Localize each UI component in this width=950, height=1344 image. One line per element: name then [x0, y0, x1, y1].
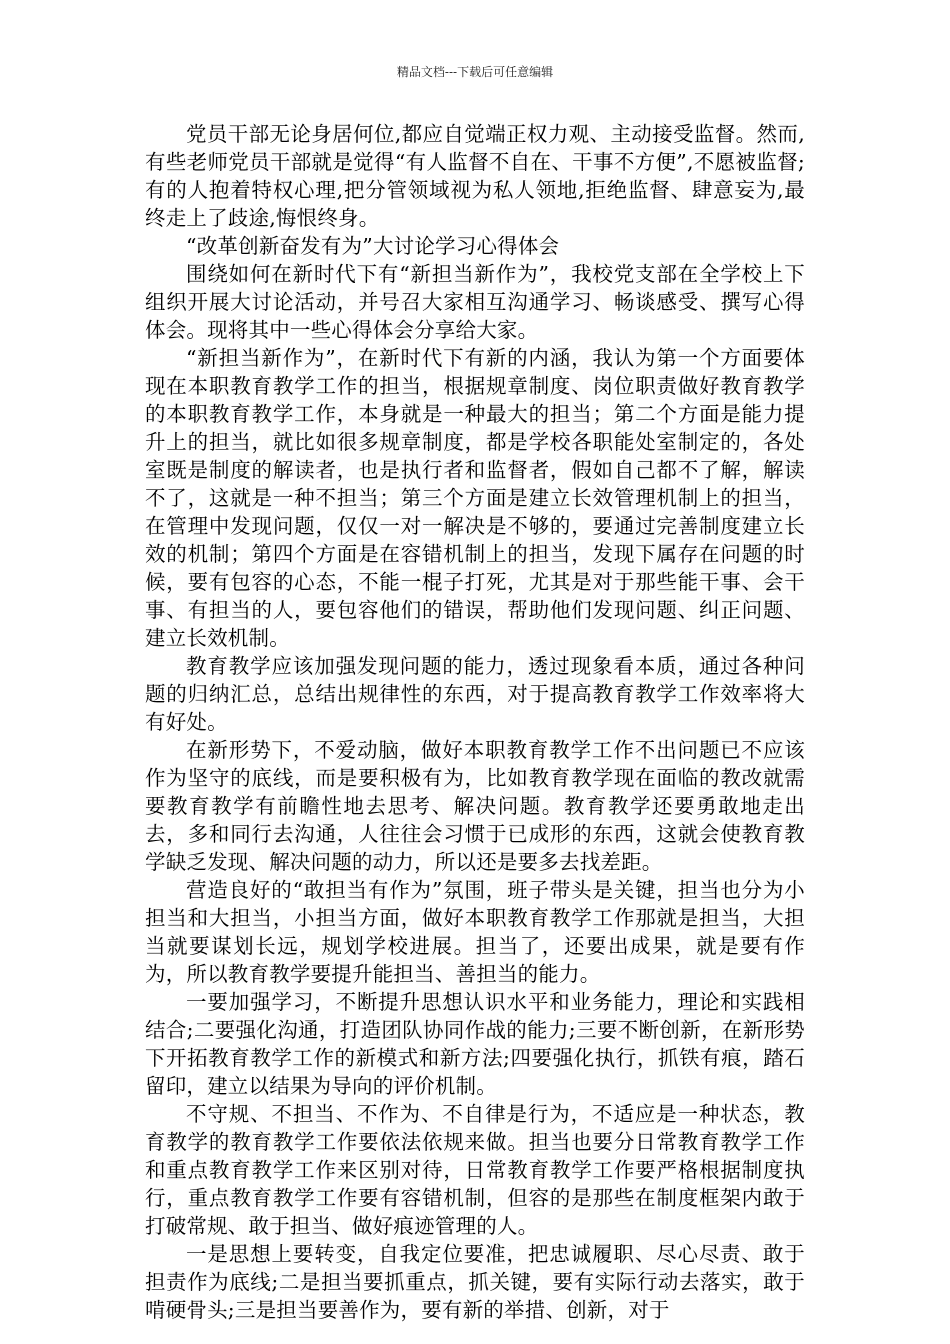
paragraph: 围绕如何在新时代下有“新担当新作为”，我校党支部在全学校上下组织开展大讨论活动，并号召大家相互沟通学习、畅谈感受、撰写心得体会。现将其中一些心得体会分享给大家。: [145, 262, 805, 342]
paragraph: “新担当新作为”，在新时代下有新的内涵，我认为第一个方面要体现在本职教育教学工作的担当，根据规章制度、岗位职责做好教育教学的本职教育教学工作，本身就是一种最大的担当；第二个方面是能力提升上的担当，就比如很多规章制度，都是学校各职能处室制定的，各处室既是制度的解读者，也是执行者和监督者，假如自己都不了解，解读不了，这就是一种不担当；第三个方面是建立长效管理机制上的担当，在管理中发现问题，仅仅一对一解决是不够的，要通过完善制度建立长效的机制；第四个方面是在容错机制上的担当，发现下属存在问题的时候，要有包容的心态，不能一棍子打死，尤其是对于那些能干事、会干事、有担当的人，要包容他们的错误，帮助他们发现问题、纠正问题、建立长效机制。: [145, 346, 805, 650]
page-header: 精品文档---下载后可任意编辑: [396, 65, 554, 79]
paragraph: 教育教学应该加强发现问题的能力，透过现象看本质，通过各种问题的归纳汇总，总结出规律性的东西，对于提高教育教学工作效率将大有好处。: [145, 654, 805, 734]
paragraph: 在新形势下，不爱动脑，做好本职教育教学工作不出问题已不应该作为坚守的底线，而是要积极有为，比如教育教学现在面临的教改就需要教育教学有前瞻性地去思考、解决问题。教育教学还要勇敢地走出去，多和同行去沟通，人往往会习惯于已成形的东西，这就会使教育教学缺乏发现、解决问题的动力，所以还是要多去找差距。: [145, 738, 805, 874]
document-body: [145, 120, 805, 1324]
paragraph: 一要加强学习，不断提升思想认识水平和业务能力，理论和实践相结合;二要强化沟通，打造团队协同作战的能力;三要不断创新，在新形势下开拓教育教学工作的新模式和新方法;四要强化执行，抓铁有痕，踏石留印，建立以结果为导向的评价机制。: [145, 990, 805, 1098]
paragraph: 不守规、不担当、不作为、不自律是行为，不适应是一种状态，教育教学的教育教学工作要依法依规来做。担当也要分日常教育教学工作和重点教育教学工作来区别对待，日常教育教学工作要严格根据制度执行，重点教育教学工作要有容错机制，但容的是那些在制度框架内敢于打破常规、敢于担当、做好痕迹管理的人。: [145, 1102, 805, 1238]
paragraph: 营造良好的“敢担当有作为”氛围，班子带头是关键，担当也分为小担当和大担当，小担当方面，做好本职教育教学工作那就是担当，大担当就要谋划长远，规划学校进展。担当了，还要出成果，就是要有作为，所以教育教学要提升能担当、善担当的能力。: [145, 878, 805, 986]
paragraph: 党员干部无论身居何位,都应自觉端正权力观、主动接受监督。然而,有些老师党员干部就是觉得“有人监督不自在、干事不方便”,不愿被监督;有的人抱着特权心理,把分管领域视为私人领地,拒绝监督、肆意妄为,最终走上了歧途,悔恨终身。: [145, 122, 805, 230]
paragraph: 一是思想上要转变，自我定位要准，把忠诚履职、尽心尽责、敢于担责作为底线;二是担当要抓重点，抓关键，要有实际行动去落实，敢于啃硬骨头;三是担当要善作为，要有新的举措、创新，对于: [145, 1242, 805, 1322]
section-title: “改革创新奋发有为”大讨论学习心得体会: [186, 234, 560, 258]
